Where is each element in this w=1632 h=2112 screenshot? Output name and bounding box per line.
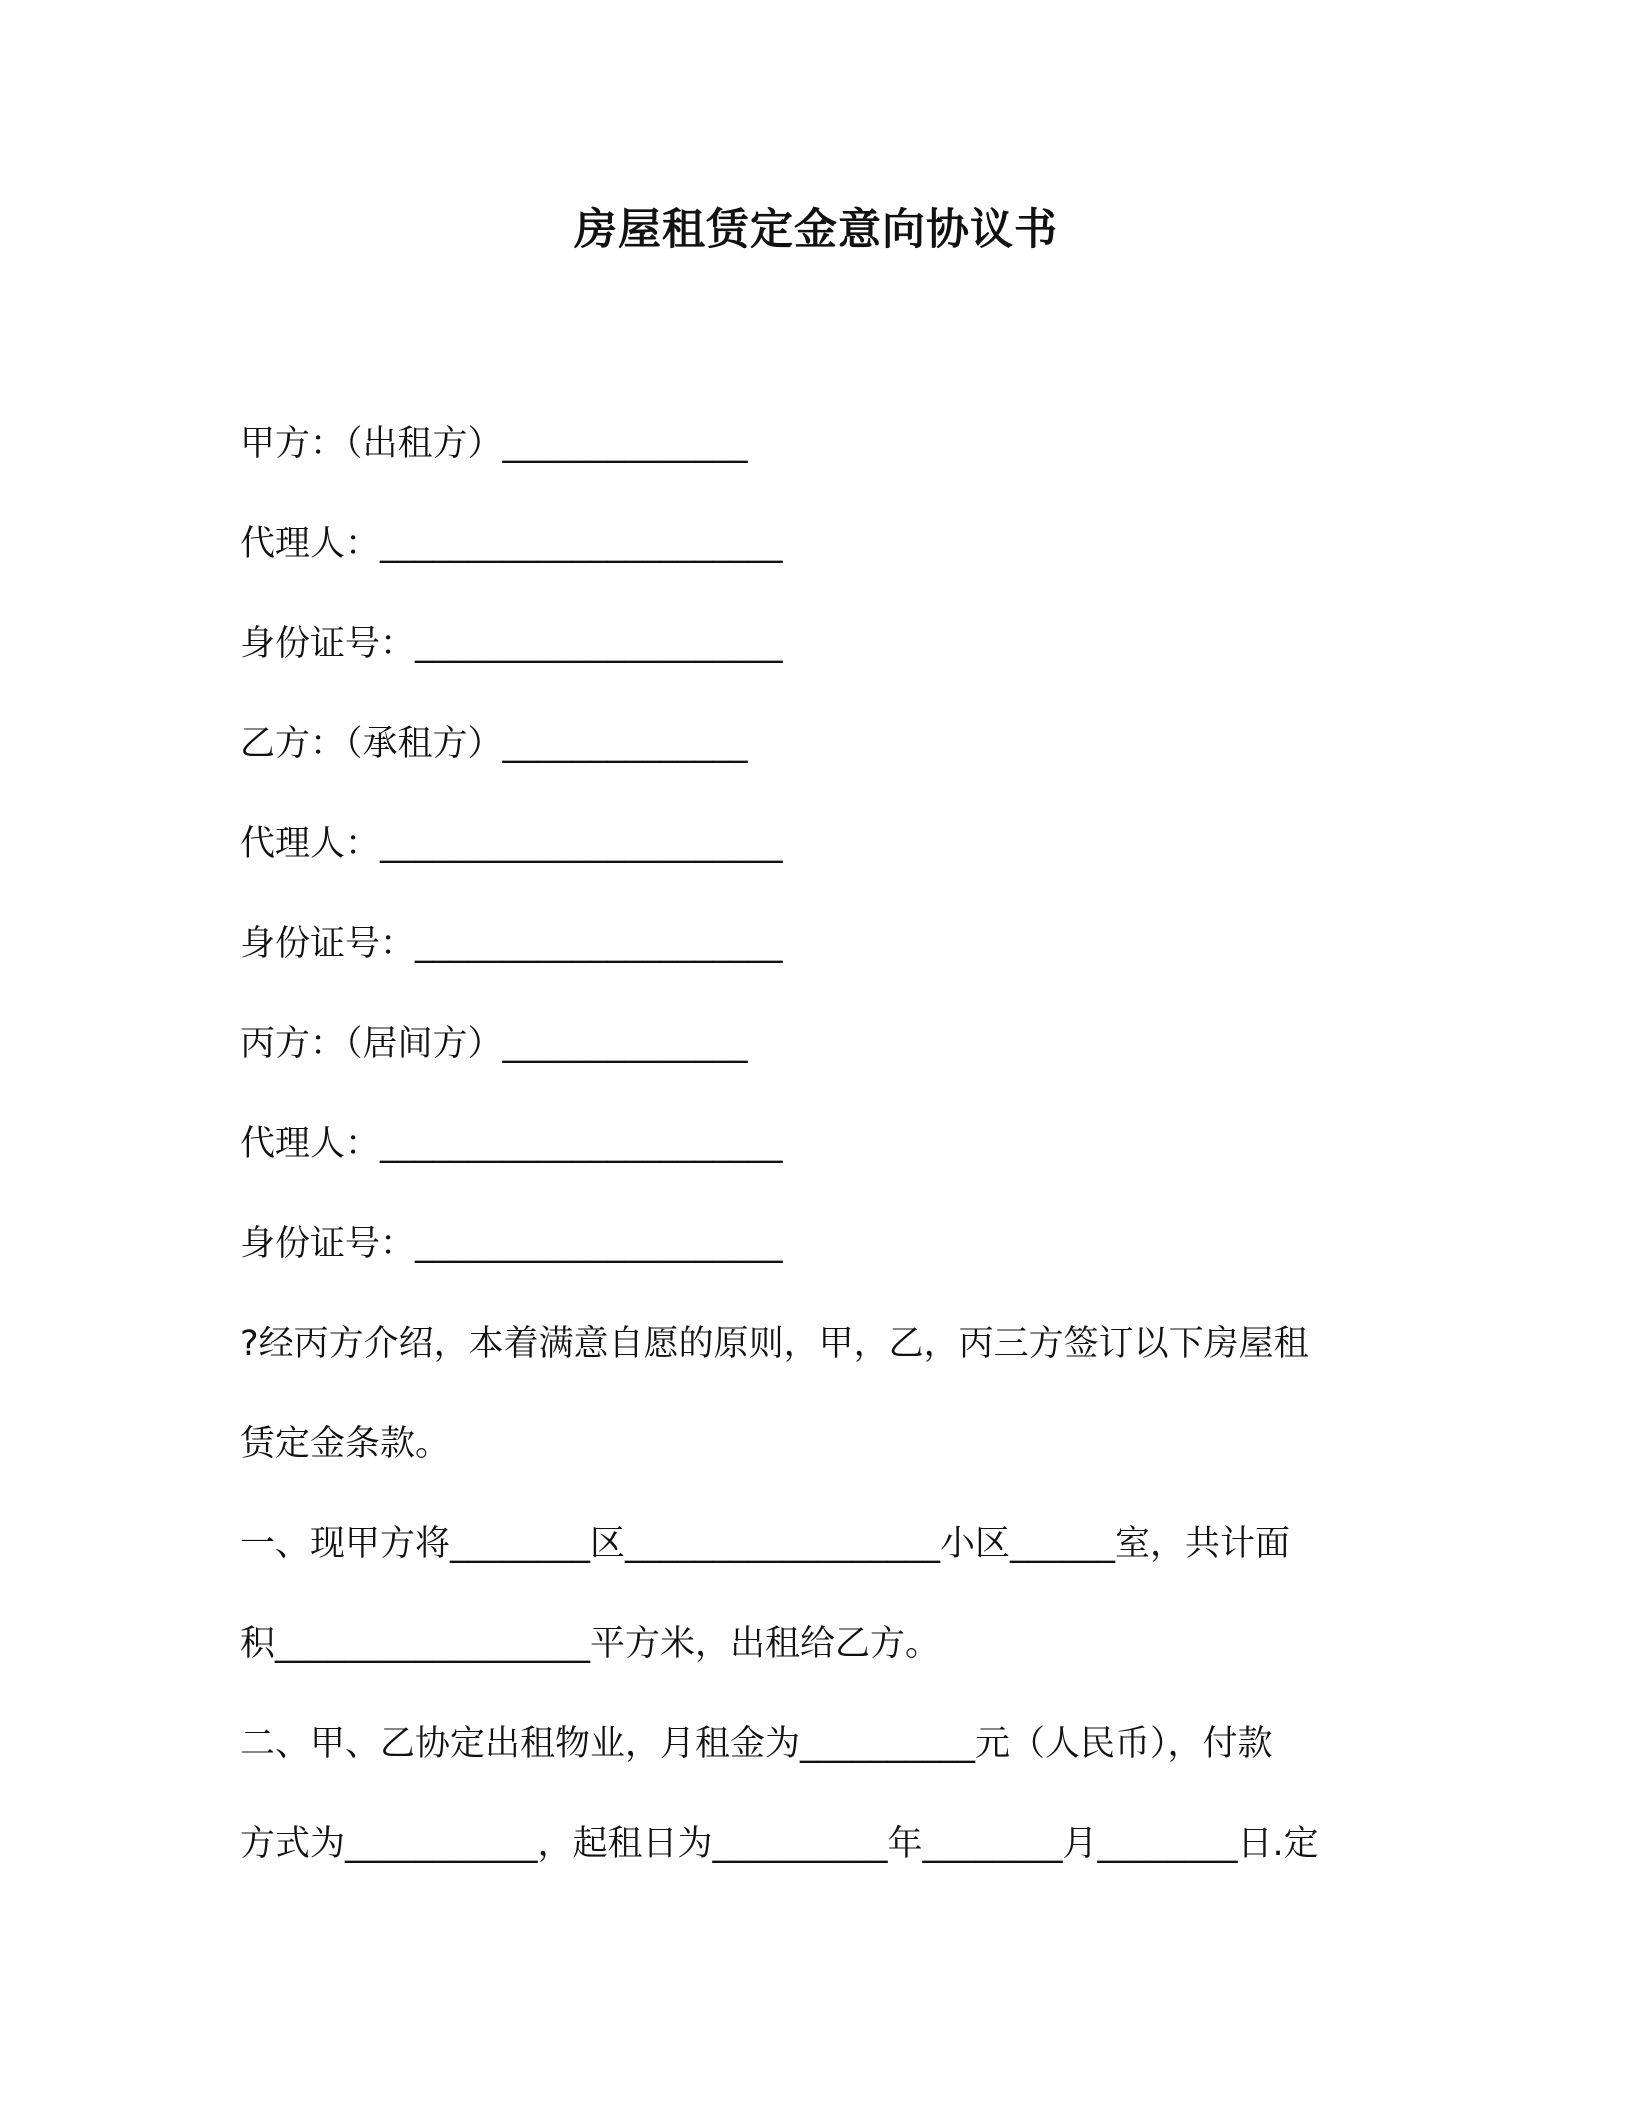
party-b-id-line: 身份证号：_____________________ [240, 924, 783, 964]
party-a-line: 甲方：（出租方）______________ [240, 424, 748, 464]
clause-two-line-1: 二、甲、乙协定出租物业，月租金为__________元（人民币），付款 [240, 1724, 1273, 1764]
clause-one-line-1: 一、现甲方将________区__________________小区______室，共计面 [240, 1524, 1291, 1564]
party-a-id-line: 身份证号：_____________________ [240, 624, 783, 664]
document-title: 房屋租赁定金意向协议书 [574, 205, 1058, 255]
party-c-agent-line: 代理人：_______________________ [240, 1124, 783, 1164]
intro-paragraph-line-1: ?经丙方介绍，本着满意自愿的原则，甲，乙，丙三方签订以下房屋租 [240, 1324, 1309, 1364]
party-b-line: 乙方：（承租方）______________ [240, 724, 748, 764]
party-a-agent-line: 代理人：_______________________ [240, 524, 783, 564]
party-b-agent-line: 代理人：_______________________ [240, 824, 783, 864]
intro-paragraph-line-2: 赁定金条款。 [240, 1424, 451, 1464]
clause-one-line-2: 积__________________平方米，出租给乙方。 [240, 1624, 941, 1664]
party-c-line: 丙方：（居间方）______________ [240, 1024, 748, 1064]
clause-two-line-2: 方式为___________，起租日为__________年________月________日.定 [240, 1824, 1319, 1864]
party-c-id-line: 身份证号：_____________________ [240, 1224, 783, 1264]
